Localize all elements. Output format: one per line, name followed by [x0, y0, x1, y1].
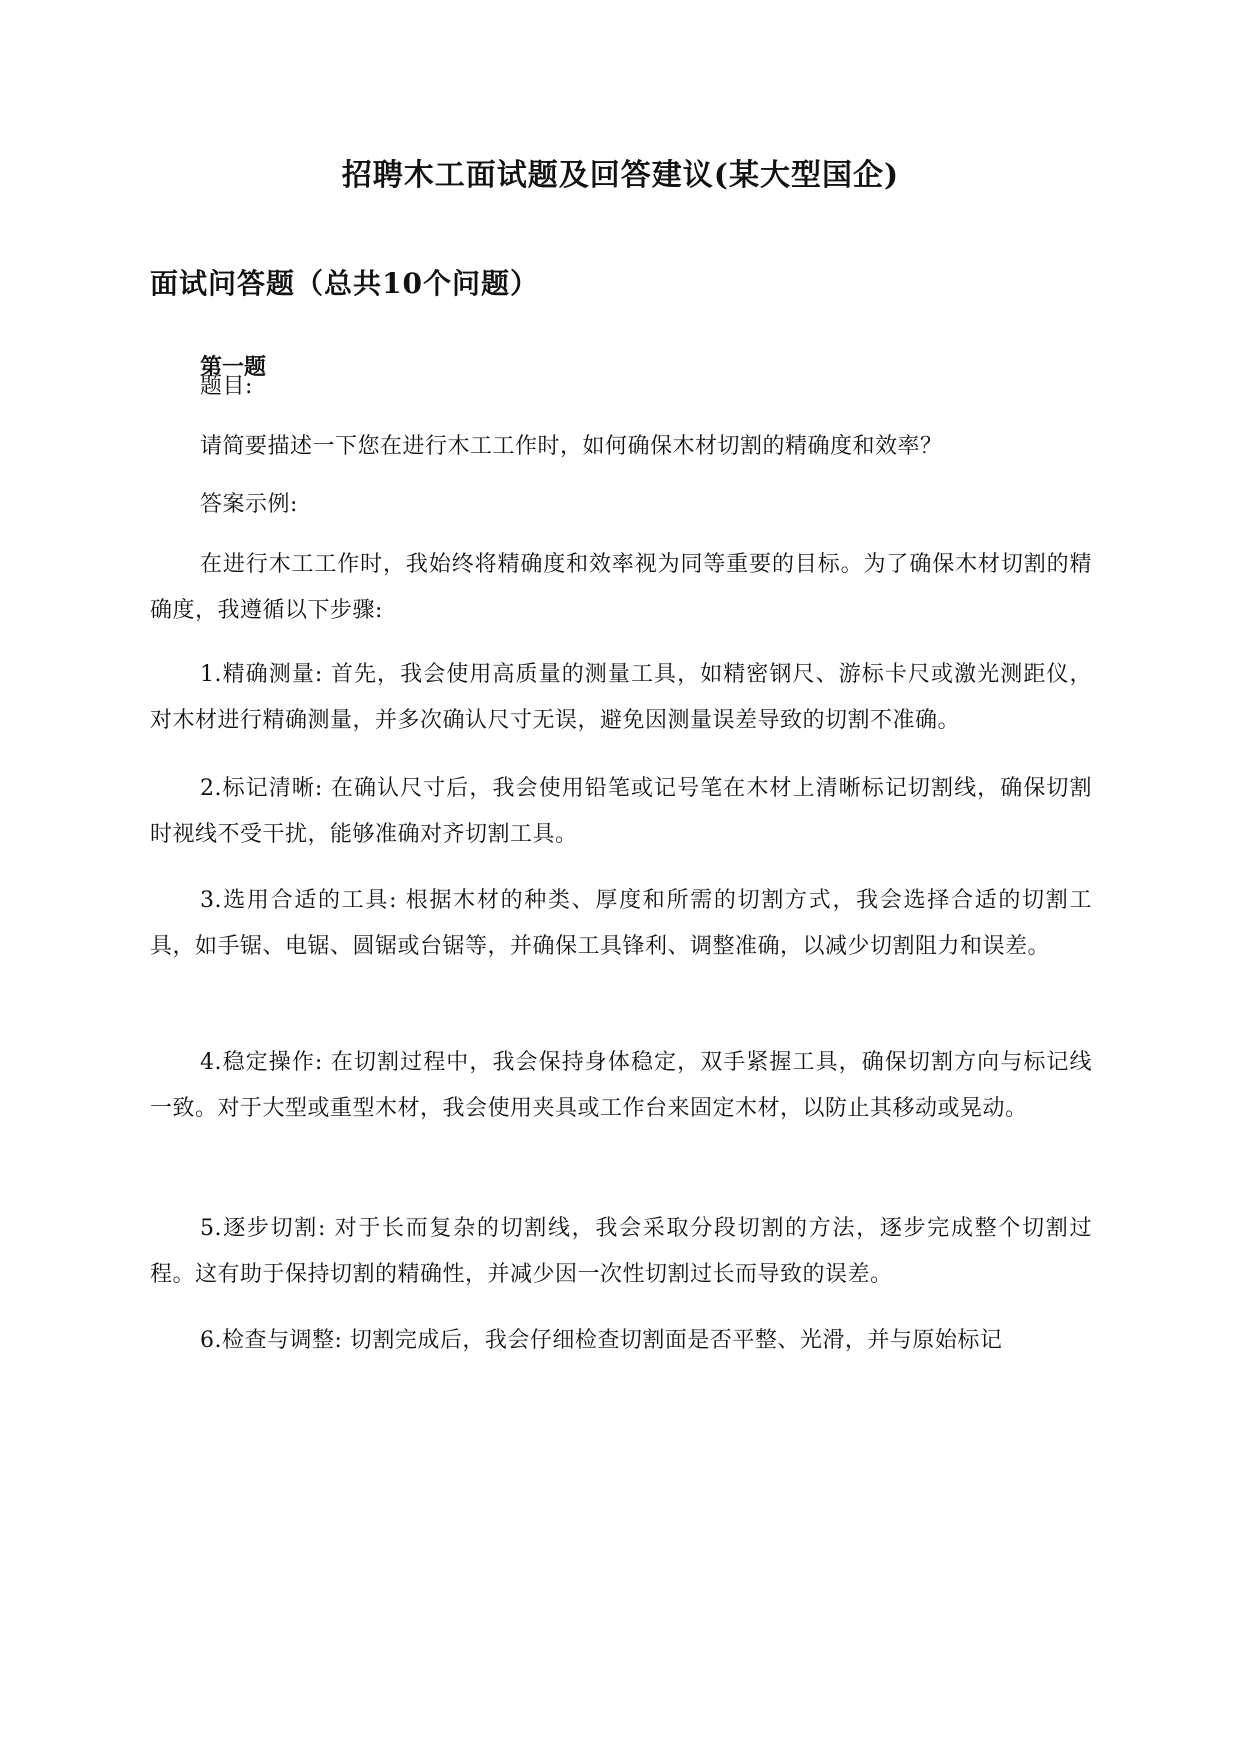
prompt-label: 题目:: [200, 374, 253, 399]
answer-step: 3.选用合适的工具: 根据木材的种类、厚度和所需的切割方式，我会选择合适的切割工具，如手锯、电锯、圆锯或台锯等，并确保工具锋利、调整准确，以减少切割阻力和误差。: [150, 888, 1092, 959]
answer-step: 6.检查与调整: 切割完成后，我会仔细检查切割面是否平整、光滑，并与原始标记: [200, 1328, 1003, 1353]
answer-step: 1.精确测量: 首先，我会使用高质量的测量工具，如精密钢尺、游标卡尺或激光测距仪，对木材进行精确测量，并多次确认尺寸无误，避免因测量误差导致的切割不准确。: [150, 662, 1092, 733]
answer-intro: 在进行木工工作时，我始终将精确度和效率视为同等重要的目标。为了确保木材切割的精确度，我遵循以下步骤:: [150, 552, 1092, 623]
answer-step: 5.逐步切割: 对于长而复杂的切割线，我会采取分段切割的方法，逐步完成整个切割过程。这有助于保持切割的精确性，并减少因一次性切割过长而导致的误差。: [150, 1216, 1092, 1287]
answer-label: 答案示例:: [200, 492, 298, 517]
question-heading: 第一题: [200, 354, 267, 380]
prompt-text: 请简要描述一下您在进行木工工作时，如何确保木材切割的精确度和效率？: [200, 434, 943, 459]
section-heading: 面试问答题（总共10个问题）: [150, 267, 539, 300]
document-title: 招聘木工面试题及回答建议(某大型国企): [341, 158, 900, 193]
answer-step: 4.稳定操作: 在切割过程中，我会保持身体稳定，双手紧握工具，确保切割方向与标记线一致。对于大型或重型木材，我会使用夹具或工作台来固定木材，以防止其移动或晃动。: [150, 1050, 1092, 1121]
answer-step: 2.标记清晰: 在确认尺寸后，我会使用铅笔或记号笔在木材上清晰标记切割线，确保切割时视线不受干扰，能够准确对齐切割工具。: [150, 776, 1092, 847]
